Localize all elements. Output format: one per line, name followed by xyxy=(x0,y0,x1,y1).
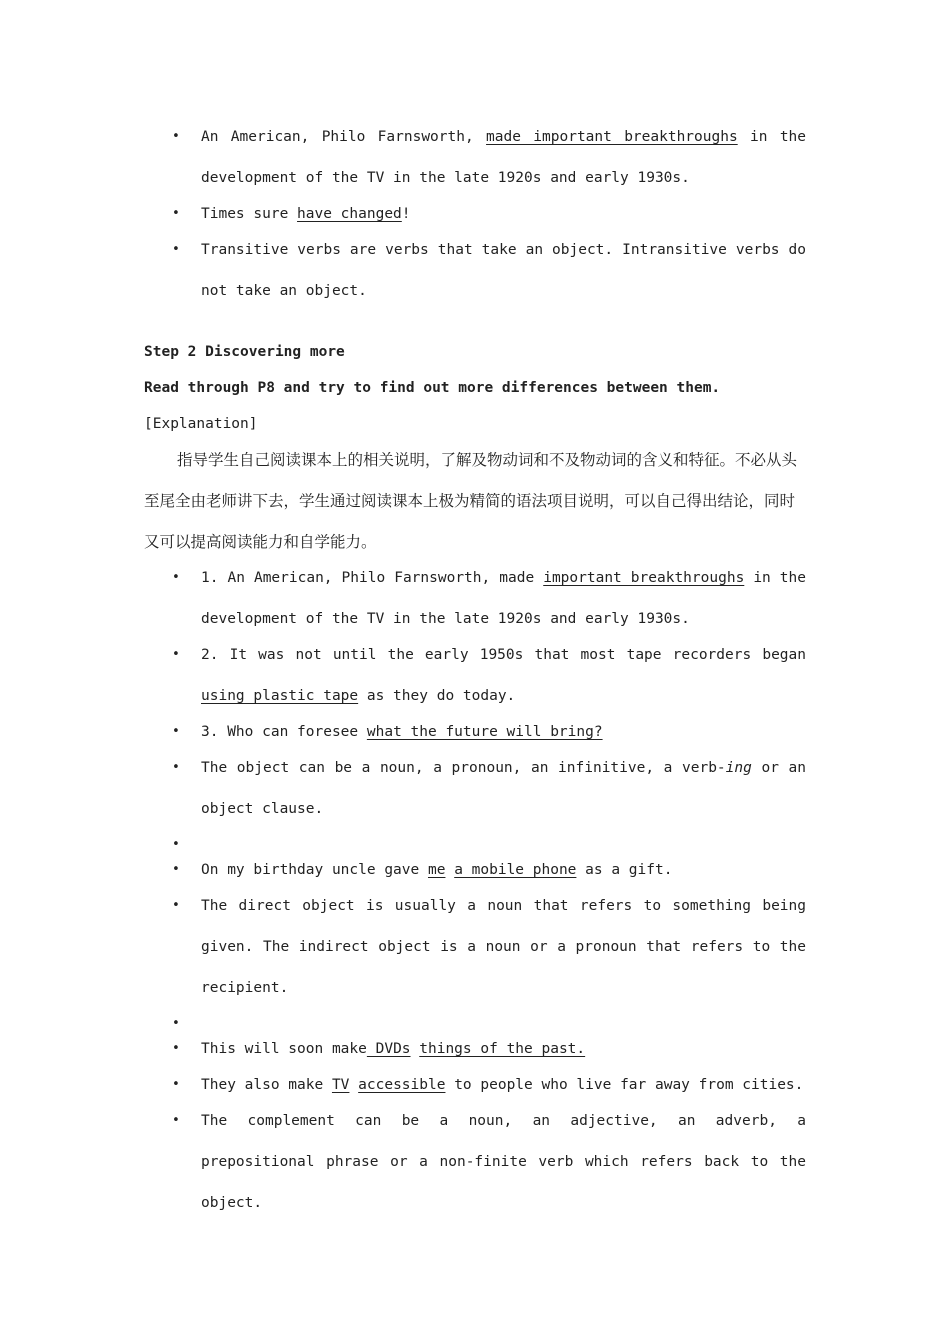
list-item-text: An American, Philo Farnsworth, made important breakthroughs in the development of the TV in the late 1920s and early 1930s. xyxy=(201,129,807,186)
list-item-text: 3. Who can foresee what the future will bring? xyxy=(201,724,603,740)
bullet-icon: • xyxy=(172,898,180,913)
list-item xyxy=(172,203,806,225)
list-item-text: Transitive verbs are verbs that take an object. Intransitive verbs do not take an object. xyxy=(201,242,806,299)
bullet-icon: • xyxy=(172,760,180,775)
list-item xyxy=(172,895,806,1009)
list-item xyxy=(172,567,806,640)
list-item-text: The direct object is usually a noun that refers to something being given. The indirect object is a noun or a pronoun that refers to the recipient. xyxy=(201,898,806,996)
bullet-icon: • xyxy=(172,1041,180,1056)
list-item xyxy=(172,1110,806,1224)
bullet-icon: • xyxy=(172,129,180,144)
bullet-icon: • xyxy=(172,862,180,877)
list-item-text: This will soon make DVDs things of the past. xyxy=(201,1041,586,1057)
list-item-text: Times sure have changed! xyxy=(201,206,411,222)
list-item xyxy=(172,1038,806,1060)
list-item xyxy=(172,721,806,743)
list-item-text: They also make TV accessible to people who live far away from cities. xyxy=(201,1077,804,1093)
list-item xyxy=(172,859,806,881)
list-item xyxy=(172,1074,806,1096)
bullet-icon: • xyxy=(172,1113,180,1128)
bullet-icon: • xyxy=(172,242,180,257)
bullet-icon: • xyxy=(172,1077,180,1092)
bullet-icon: • xyxy=(172,206,180,221)
list-item-text: 1. An American, Philo Farnsworth, made important breakthroughs in the development of the TV in the late 1920s and early 1930s. xyxy=(201,570,806,627)
instruction: Read through P8 and try to find out more differences between them. xyxy=(144,380,721,396)
section-heading: Step 2 Discovering more xyxy=(144,344,345,360)
list-item-text: The object can be a noun, a pronoun, an infinitive, a verb-ing or an object clause. xyxy=(201,760,806,817)
list-item xyxy=(172,644,806,717)
list-item-text: The complement can be a noun, an adjective, an adverb, a prepositional phrase or a non-finite verb which refers back to the object. xyxy=(201,1113,806,1211)
explanation-label: [Explanation] xyxy=(144,416,258,432)
list-item-text: 2. It was not until the early 1950s that most tape recorders began using plastic tape as they do today. xyxy=(201,647,806,704)
list-item-text: On my birthday uncle gave me a mobile phone as a gift. xyxy=(201,862,673,878)
bullet-icon: • xyxy=(172,570,180,585)
bullet-icon: • xyxy=(172,837,180,852)
bullet-icon: • xyxy=(172,724,180,739)
bullet-icon: • xyxy=(172,647,180,662)
list-item xyxy=(172,126,806,199)
list-item xyxy=(172,757,806,830)
explanation-paragraph: 指导学生自己阅读课本上的相关说明，了解及物动词和不及物动词的含义和特征。不必从头至尾全由老师讲下去，学生通过阅读课本上极为精简的语法项目说明，可以自己得出结论，同时又可以提高阅读能力和自学能力。 xyxy=(144,451,798,551)
bullet-icon: • xyxy=(172,1016,180,1031)
list-item xyxy=(172,239,806,312)
